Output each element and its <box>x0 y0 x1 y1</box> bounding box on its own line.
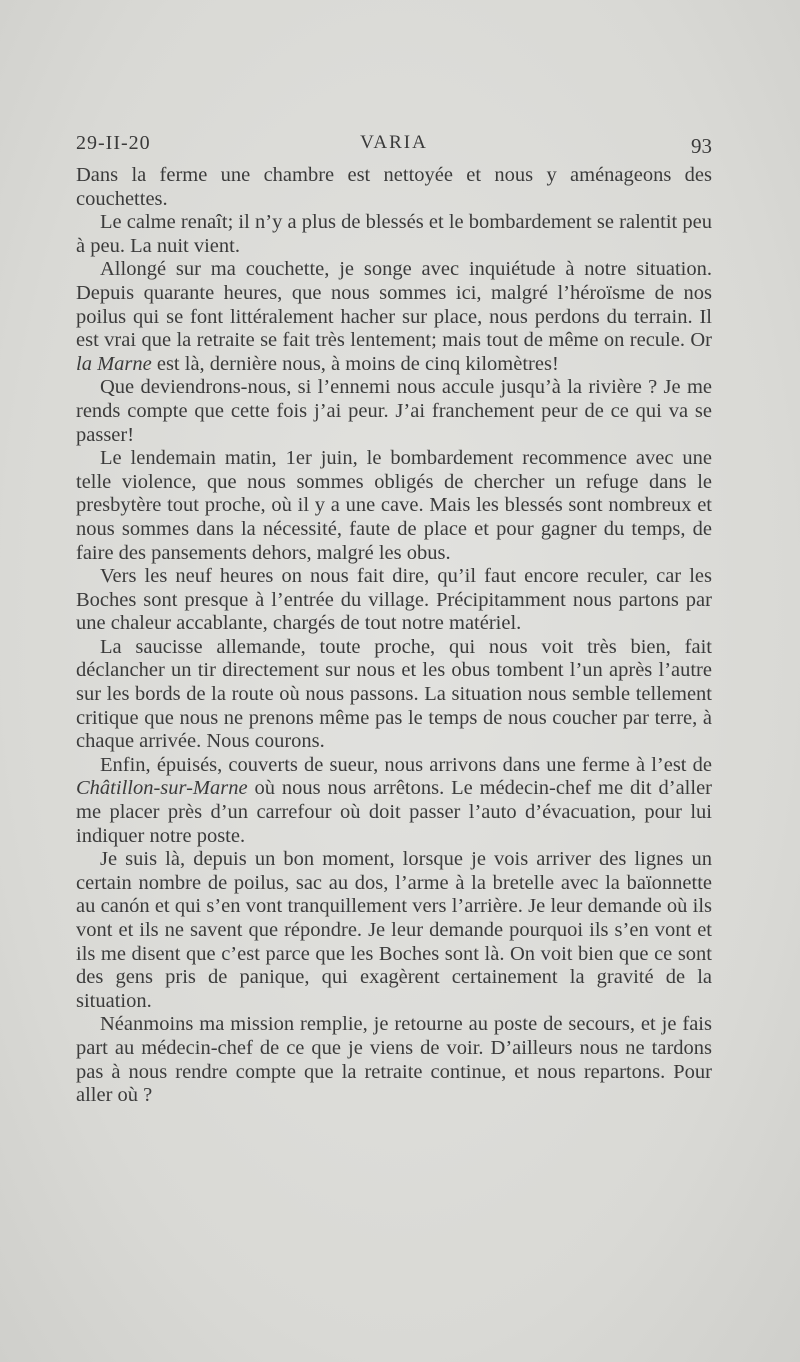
paragraph-3: Allongé sur ma couchette, je songe avec inquiétude à notre situation. Depuis quarante heures, que nous sommes ici, malgré l’héroïsme de nos poilus qui se font littéralement hacher sur place, nous perdons du terrain. Il est vrai que la retraite se fait très lentement; mais tout de même on recule. Or la Marne est là, dernière nous, à moins de cinq kilomètres! <box>76 258 712 375</box>
body-text <box>76 164 712 1108</box>
paragraph-8: Enfin, épuisés, couverts de sueur, nous arrivons dans une ferme à l’est de Châtillon-sur-Marne où nous nous arrêtons. Le médecin-chef me dit d’aller me placer près d’un carrefour où doit passer l’auto d’évacuation, pour lui indiquer notre poste. <box>76 753 712 847</box>
paragraph-2: Le calme renaît; il n’y a plus de blessés et le bombardement se ralentit peu à peu. La nuit vient. <box>76 211 712 257</box>
header-title: VARIA <box>360 132 428 153</box>
header-date: 29-II-20 <box>76 132 151 154</box>
paragraph-6: Vers les neuf heures on nous fait dire, qu’il faut encore reculer, car les Boches sont presque à l’entrée du village. Précipitamment nous partons par une chaleur accablante, chargés de tout notre matériel. <box>76 565 712 635</box>
paragraph-1: Dans la ferme une chambre est nettoyée et nous y aménageons des couchettes. <box>76 164 712 210</box>
paragraph-9: Je suis là, depuis un bon moment, lorsque je vois arriver des lignes un certain nombre de poilus, sac au dos, l’arme à la bretelle avec la baïonnette au canón et qui s’en vont tranquillement vers l’arrière. Je leur demande où ils vont et ils ne savent que répondre. Je leur demande pourquoi ils s’en vont et ils me disent que c’est parce que les Boches sont là. On voit bien que ce sont des gens pris de panique, qui exagèrent certainement la gravité de la situation. <box>76 848 712 1012</box>
paragraph-7: La saucisse allemande, toute proche, qui nous voit très bien, fait déclancher un tir directement sur nous et les obus tombent l’un après l’autre sur les bords de la route où nous passons. La situation nous semble tellement critique que nous ne prenons même pas le temps de nous coucher par terre, à chaque arrivée. Nous courons. <box>76 635 712 753</box>
paragraph-10: Néanmoins ma mission remplie, je retourne au poste de secours, et je fais part au médecin-chef de ce que je viens de voir. D’ailleurs nous ne tardons pas à nous rendre compte que la retraite continue, et nous repartons. Pour aller où ? <box>76 1013 712 1107</box>
paragraph-4: Que deviendrons-nous, si l’ennemi nous accule jusqu’à la rivière ? Je me rends compte que cette fois j’ai peur. J’ai franchement peur de ce qui va se passer! <box>76 376 712 446</box>
paragraph-5: Le lendemain matin, 1er juin, le bombardement recommence avec une telle violence, que nous sommes obligés de chercher un refuge dans le presbytère tout proche, où il y a une cave. Mais les blessés sont nombreux et nous sommes dans la nécessité, faute de place et pour gagner du temps, de faire des pansements dehors, malgré les obus. <box>76 447 712 564</box>
italic-chatillon: Châtillon-sur-Marne <box>76 777 248 800</box>
italic-la-marne: la Marne <box>76 352 152 375</box>
page-number: 93 <box>691 134 712 158</box>
running-header <box>76 128 712 158</box>
